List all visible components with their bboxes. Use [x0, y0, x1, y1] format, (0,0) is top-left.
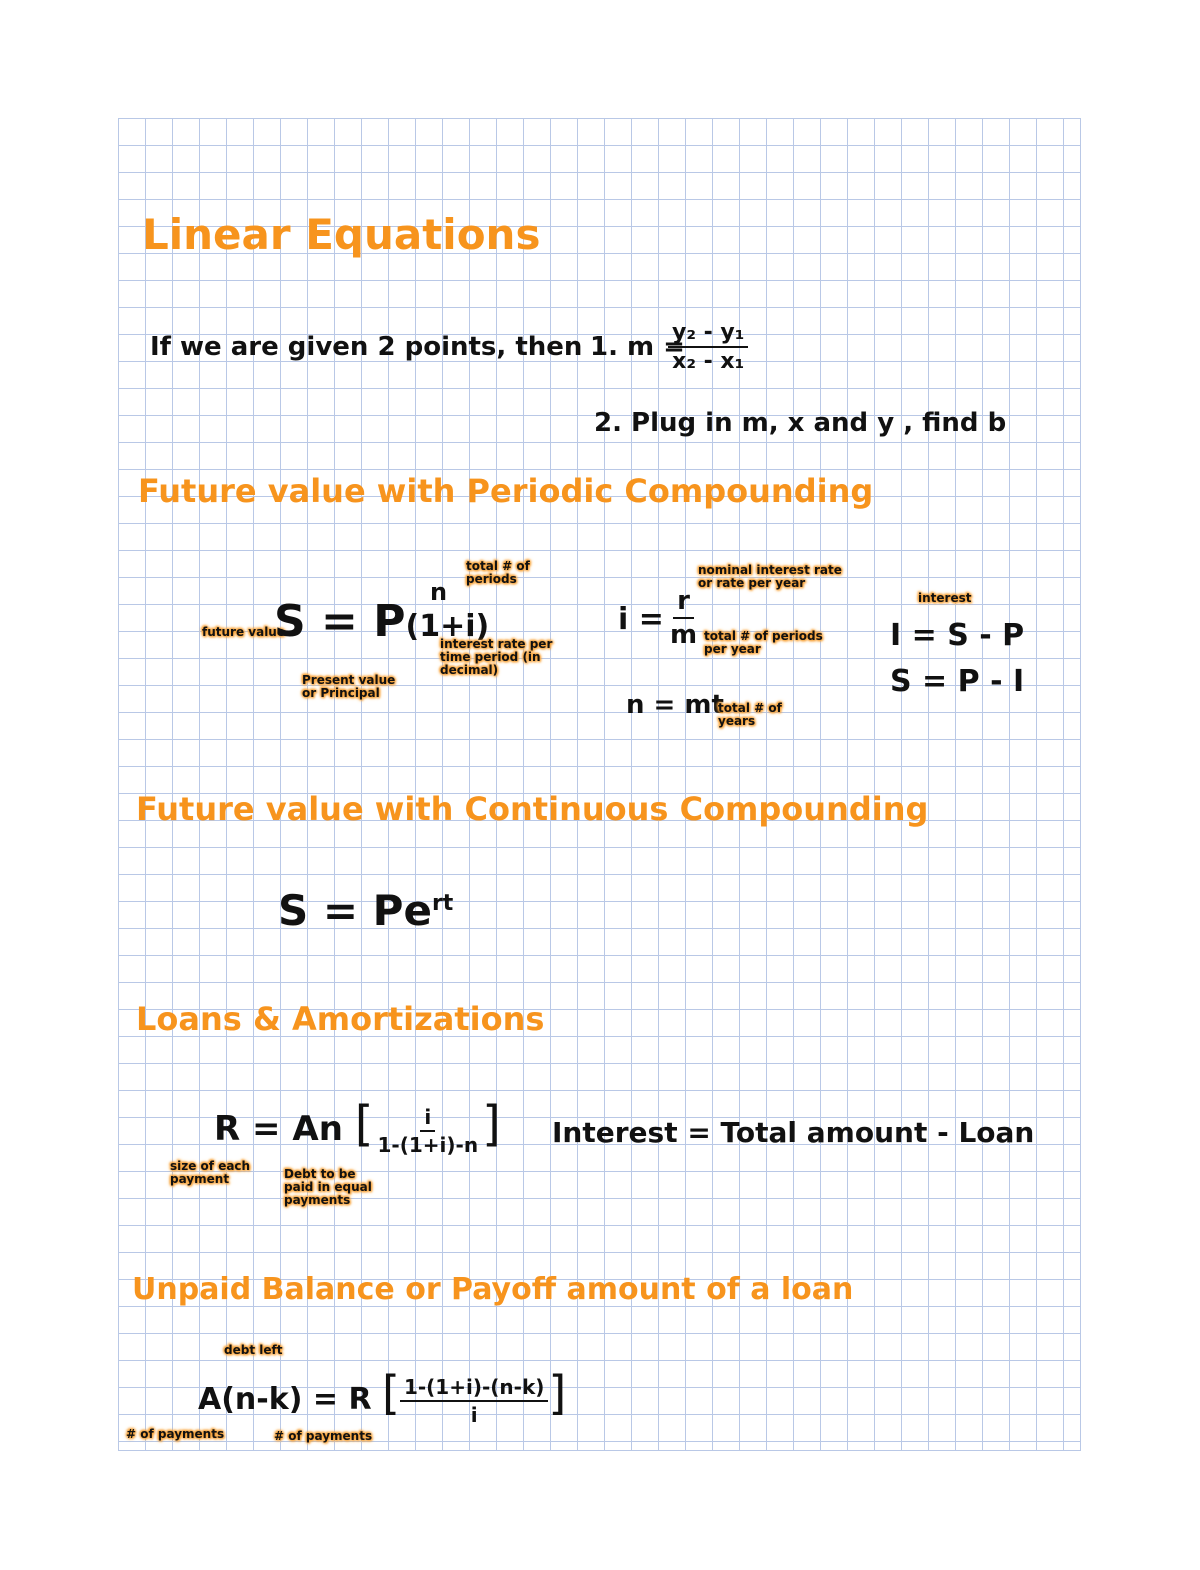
i-fraction — [666, 586, 701, 650]
slope-numerator: y₂ - y₁ — [668, 320, 748, 348]
S-variable: S — [274, 596, 306, 647]
loan-equals-sign: = — [252, 1109, 281, 1149]
total-periods-annotation: total # of periods — [466, 559, 530, 586]
slope-step-label: 1. m = — [590, 332, 685, 362]
future-value-annotation: future value — [202, 625, 285, 639]
present-value-annotation: Present value or Principal — [302, 673, 396, 700]
slope-denominator: x₂ - x₁ — [672, 349, 745, 374]
unpaid-fraction-numerator: 1-(1+i)-(n-k) — [400, 1375, 548, 1402]
continuous-formula — [278, 886, 453, 935]
plug-in-step: 2. Plug in m, x and y , find b — [594, 408, 1007, 438]
debt-annotation: Debt to be paid in equal payments — [284, 1167, 372, 1207]
loan-fraction-numerator: i — [420, 1105, 435, 1132]
periods-per-year-annotation: total # of periods per year — [704, 629, 823, 656]
amortization-formula: R = An [ $\frac{i}{1-(1+i)-n}$ ] — [214, 1096, 501, 1157]
loan-fraction-denominator: 1-(1+i)-n — [377, 1132, 479, 1157]
unpaid-balance-formula: A(n-k) = R [ $\frac{1-(1+i)-(n-k)}{i}$ ] — [198, 1366, 567, 1427]
payments-right-annotation: # of payments — [274, 1429, 373, 1443]
slope-fraction — [668, 320, 748, 374]
future-value-equation: S = P - I — [890, 664, 1025, 699]
n-equals-mt: n = mt — [626, 690, 724, 720]
continuous-exponent: rt — [431, 891, 454, 916]
i-numerator: r — [673, 586, 694, 619]
n-exponent: n — [430, 578, 448, 606]
graph-paper-sheet — [118, 118, 1081, 1451]
unpaid-balance-heading: Unpaid Balance or Payoff amount of a loan — [132, 1272, 854, 1307]
interest-per-period-annotation: interest rate per time period (in decimal) — [440, 637, 553, 677]
interest-equation: I = S - P — [890, 618, 1025, 653]
payments-left-annotation: # of payments — [126, 1427, 225, 1441]
debt-left-annotation: debt left — [224, 1343, 283, 1357]
An-variable: An — [292, 1109, 343, 1149]
i-denominator: m — [670, 620, 698, 650]
linear-intro-text: If we are given 2 points, then — [150, 332, 583, 362]
continuous-base: S = Pe — [278, 886, 432, 935]
growth-base: (1+i) — [405, 609, 490, 644]
payment-size-annotation: size of each payment — [170, 1159, 251, 1186]
unpaid-fraction-denominator: i — [470, 1402, 478, 1427]
total-years-annotation: total # of years — [718, 701, 782, 728]
loans-heading: Loans & Amortizations — [136, 1000, 545, 1038]
i-lhs: i = — [618, 602, 664, 637]
equals-R: = R — [312, 1382, 372, 1417]
periodic-compounding-heading: Future value with Periodic Compounding — [138, 472, 874, 510]
P-variable: P — [373, 596, 406, 647]
linear-equations-heading: Linear Equations — [142, 210, 541, 259]
R-variable: R — [214, 1109, 241, 1149]
equals-sign: = — [321, 596, 358, 647]
continuous-compounding-heading: Future value with Continuous Compounding — [136, 790, 929, 828]
A-n-minus-k: A(n-k) — [198, 1382, 303, 1417]
interest-annotation: interest — [918, 591, 972, 605]
nominal-rate-annotation: nominal interest rate or rate per year — [698, 563, 842, 590]
interest-total-equation: Interest = Total amount - Loan — [552, 1116, 1035, 1149]
